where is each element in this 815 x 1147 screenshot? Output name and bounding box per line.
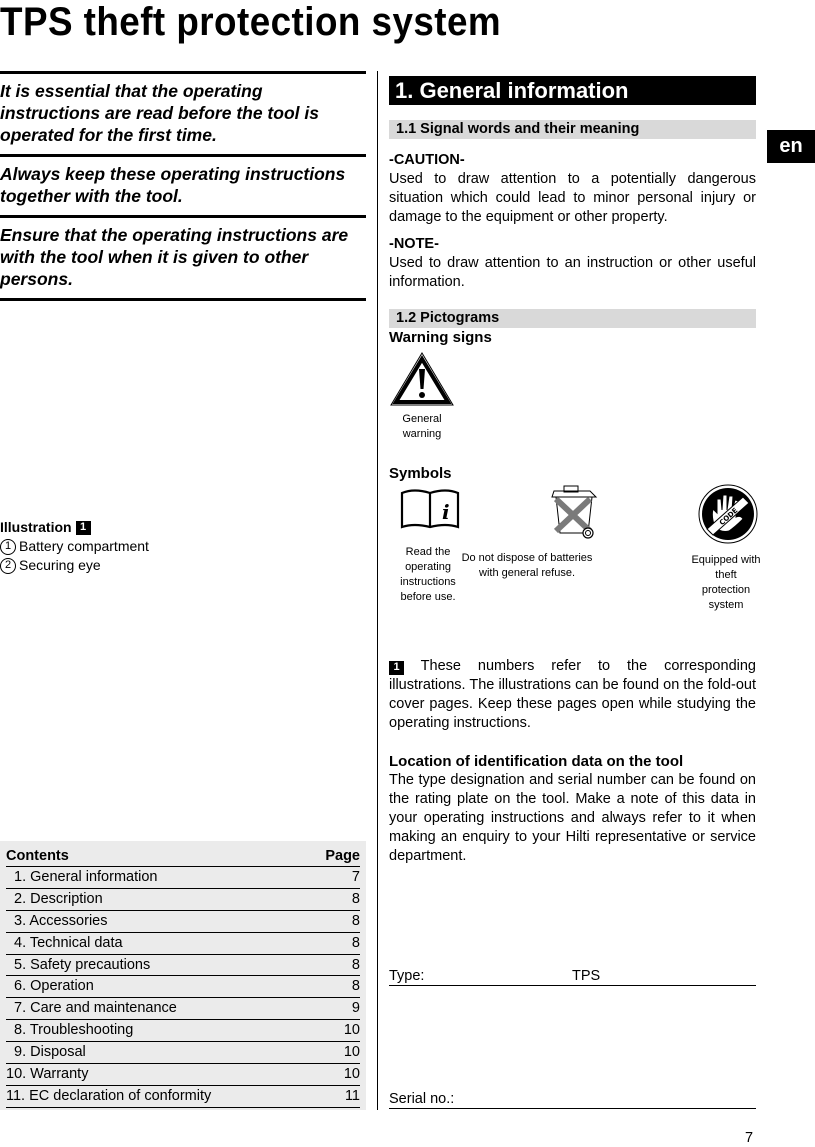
contents-row[interactable] [6,1042,360,1064]
contents-row-label: 3. Accessories [14,912,108,929]
page-number: 7 [745,1130,754,1146]
symbol-read-manual [389,483,467,605]
illustration-note-text: These numbers refer to the corresponding illustrations. The illustrations can be found on the fold-out cover pages. Keep these pages open while studying the operating instructions. [389,658,756,731]
illustration-note [389,657,756,733]
contents-row[interactable] [6,1086,360,1108]
illustration-number-badge: 1 [389,661,404,675]
contents-row[interactable] [6,867,360,889]
contents-row-page: 8 [351,934,360,951]
contents-row-label: 5. Safety precautions [14,956,151,973]
note-text: Used to draw attention to an instruction or other useful information. [389,255,756,290]
illustration-item [0,537,300,556]
theft-protection-icon [697,483,759,545]
contents-row-page: 8 [351,890,360,907]
svg-text:i: i [441,500,450,524]
contents-row-page: 8 [351,912,360,929]
callout-number-icon: 2 [0,558,16,574]
notice-pass-on-instructions: Ensure that the operating instructions are with the tool when it is given to other persons. [0,225,349,289]
contents-row-page: 7 [351,869,360,885]
svg-text:CODE: CODE [717,506,740,527]
contents-row[interactable] [6,1020,360,1042]
illustration-legend [0,518,300,575]
contents-row-page: 10 [343,1022,360,1039]
contents-row-label: 4. Technical data [14,934,123,951]
contents-row[interactable] [6,976,360,998]
table-of-contents [0,841,366,1110]
contents-row-page: 8 [351,978,360,995]
contents-header [6,846,360,867]
page-title: TPS theft protection system [0,0,502,44]
contents-row-label: 10. Warranty [6,1066,89,1083]
symbols-row [389,483,761,613]
read-manual-icon [398,483,462,531]
warning-caption: General warning [402,413,442,440]
language-tab-en[interactable]: en [767,130,815,163]
caution-text: Used to draw attention to a potentially dangerous situation which could lead to minor personal injury or damage to the equipment or other property. [389,171,756,225]
contents-row-label: 2. Description [14,890,103,907]
contents-row-page: 10 [343,1044,360,1061]
identification-text: The type designation and serial number can be found on the rating plate on the tool. Make a note of this data in your operating instructions and always refer to it when making an enquiry to your Hilti representative or service department. [389,772,756,864]
illustration-item-label: Securing eye [19,557,101,573]
note-label: -NOTE- [389,236,439,252]
illustration-item [0,556,300,575]
contents-row-label: 8. Troubleshooting [14,1022,134,1039]
contents-header-page: Page [325,848,360,864]
warning-signs-heading: Warning signs [389,329,492,346]
illustration-number-badge: 1 [76,521,91,535]
contents-row-page: 8 [351,956,360,973]
contents-row-label: 7. Care and maintenance [14,1000,177,1017]
contents-row-page: 9 [351,1000,360,1017]
illustration-title [0,518,300,537]
divider [0,298,366,301]
section-heading: 1. General information [389,76,756,105]
notice-keep-with-tool: Always keep these operating instructions together with the tool. [0,164,346,206]
symbol-caption: Do not dispose of batteries with general refuse. [461,552,593,579]
contents-row-label: 1. General information [14,869,158,885]
safety-notices [0,71,366,301]
contents-row[interactable] [6,889,360,911]
contents-row-label: 11. EC declaration of conformity [6,1087,212,1104]
no-battery-disposal-icon [546,483,602,541]
contents-row-page: 11 [344,1087,360,1104]
warning-triangle-icon [389,351,455,407]
identification-heading: Location of identification data on the tool [389,753,684,770]
symbol-caption: Equipped with theft protection system [691,554,761,611]
illustration-item-label: Battery compartment [19,538,149,554]
contents-row[interactable] [6,911,360,933]
contents-row[interactable] [6,933,360,955]
contents-row-label: 9. Disposal [14,1044,86,1061]
contents-row[interactable] [6,998,360,1020]
contents-header-label: Contents [6,848,69,864]
illustration-title-text: Illustration [0,519,72,535]
symbol-no-battery-disposal [461,483,649,581]
column-divider [377,71,378,1110]
general-information-section [389,76,761,866]
type-field[interactable] [389,967,756,986]
subsection-heading-signal-words: 1.1 Signal words and their meaning [389,120,756,139]
notice-read-before-use: It is essential that the operating instructions are read before the tool is operated for the first time. [0,81,319,145]
type-label: Type: [389,968,425,984]
contents-row[interactable] [6,955,360,977]
symbols-heading: Symbols [389,465,452,482]
type-value: TPS [572,968,601,984]
contents-row-label: 6. Operation [14,978,94,995]
contents-row[interactable] [6,1064,360,1086]
subsection-heading-pictograms: 1.2 Pictograms [389,309,756,328]
symbol-theft-protection [691,483,761,613]
caution-label: -CAUTION- [389,152,465,168]
serial-label: Serial no.: [389,1091,455,1107]
serial-number-field[interactable] [389,1090,756,1109]
general-warning-pictogram [389,351,455,442]
callout-number-icon: 1 [0,539,16,555]
contents-row-page: 10 [343,1066,360,1083]
symbol-caption: Read the operating instructions before use. [400,546,456,603]
